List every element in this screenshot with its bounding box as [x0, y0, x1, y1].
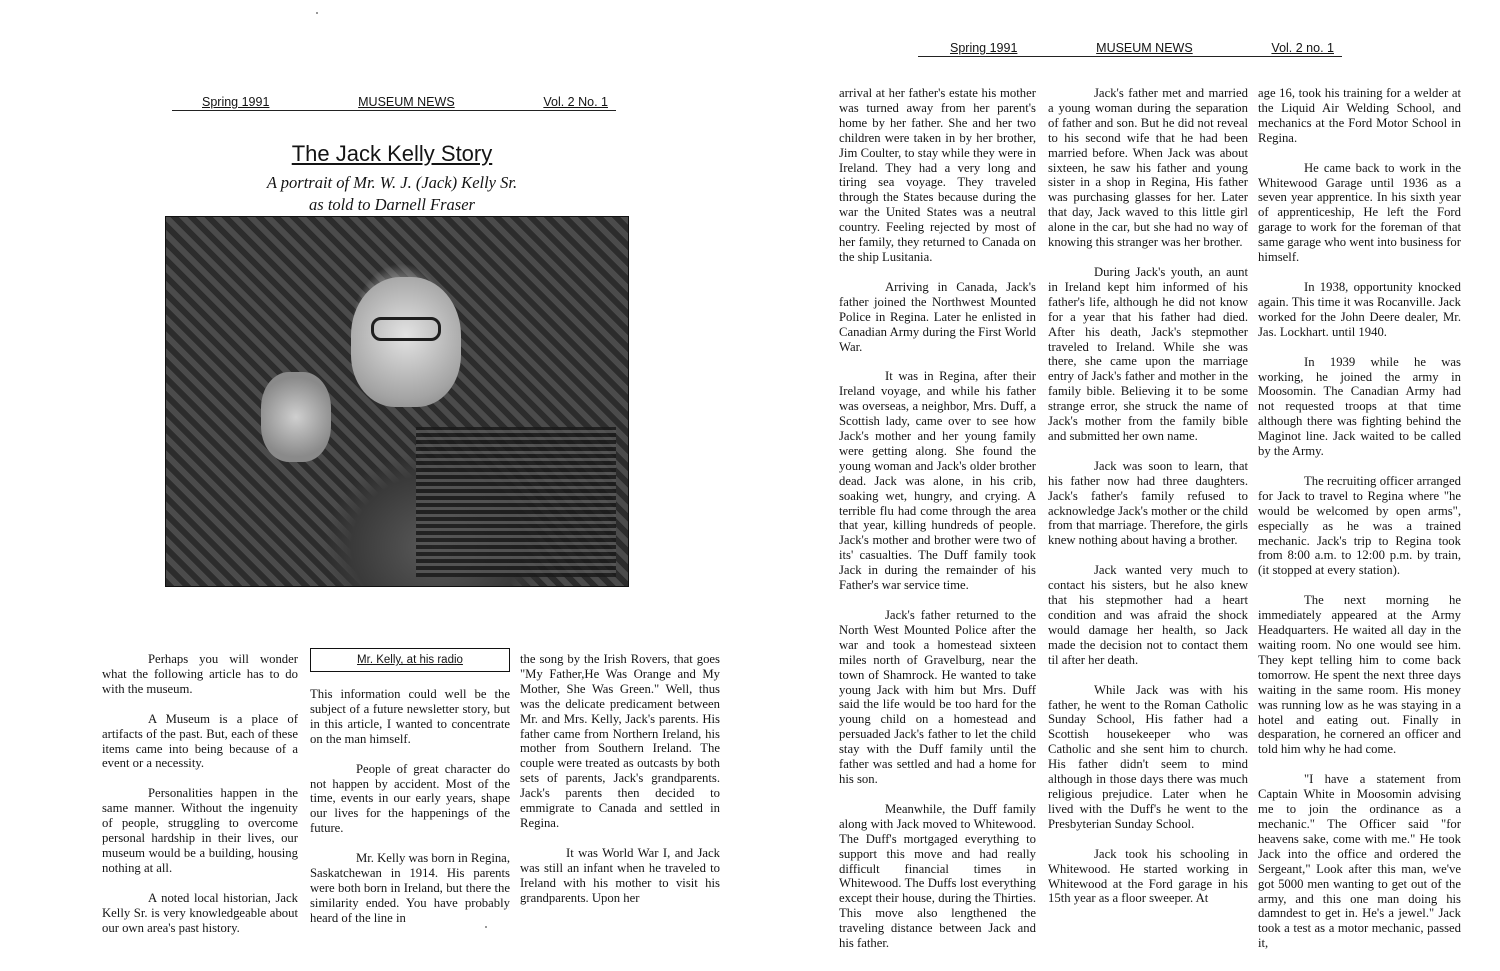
paragraph: the song by the Irish Rovers, that goes "My Father,He Was Orange and My Mother, She Was Green." Well, thus was the delicate predicament between Mr. and Mrs. Kelly, Jack's parents. His father came from Northern Ireland, his mother from Southern Ireland. The couple were treated as outcasts by both sets of parents, Jack's grandparents. Jack's parents then decided to emmigrate to Canada and settled in Regina. [520, 652, 720, 830]
left-column-1 [102, 652, 298, 936]
paragraph: A Museum is a place of artifacts of the past. But, each of these items came into being because of a event or a necessity. [102, 711, 298, 771]
masthead-right [918, 41, 1342, 57]
left-column-2 [310, 648, 510, 926]
scan-speck [316, 12, 318, 14]
paragraph: Jack wanted very much to contact his sisters, but he also knew that his stepmother had a heart condition and was afraid the shock would damage her health, so Jack made the decision not to contact them til after her death. [1048, 563, 1248, 667]
masthead-volume: Vol. 2 No. 1 [543, 95, 608, 109]
paragraph: A noted local historian, Jack Kelly Sr. is very knowledgeable about our own area's past history. [102, 890, 298, 935]
paragraph: Jack's father met and married a young woman during the separation of father and son. But he did not reveal to his second wife that he had been married before. When Jack was about sixteen, he saw his father and young sister in a shop in Regina, His father was purchasing glasses for her. Later that day, Jack waved to this little girl alone in the car, but she had no way of knowing this stranger was her brother. [1048, 86, 1248, 250]
photo-glasses [371, 317, 441, 341]
paragraph: During Jack's youth, an aunt in Ireland kept him informed of his father's life, although he did not know for a year that his father had died. After his death, Jack's stepmother traveled to Ireland. While she was there, she came upon the marriage entry of Jack's father and mother in the family bible. Believing it to be some strange error, she struck the name of Jack's mother from the family bible and submitted her own name. [1048, 264, 1248, 443]
left-column-3 [520, 652, 720, 906]
paragraph: It was in Regina, after their Ireland voyage, and while his father was overseas, a neighbor, Mrs. Duff, a Scottish lady, came over to see how Jack's mother and her young family were getting along. She found the young woman and Jack's older brother dead. Jack was alone, in his crib, soaking wet, hungry, and crying. A terrible flu had come through the area that year, killing hundreds of people. Jack's mother and brother were two of its' casualties. The Duff family took Jack in during the remainder of his Father's war service time. [839, 369, 1036, 593]
paragraph: Jack took his schooling in Whitewood. He started working in Whitewood at the Ford garage in his 15th year as a floor sweeper. At [1048, 846, 1248, 906]
paragraph: Arriving in Canada, Jack's father joined the Northwest Mounted Police in Regina. Later he enlisted in Canadian Army during the First World War. [839, 279, 1036, 354]
paragraph: This information could well be the subject of a future newsletter story, but in this article, I wanted to concentrate on the man himself. [310, 687, 510, 746]
masthead-season: Spring 1991 [950, 41, 1018, 55]
right-page [750, 0, 1500, 971]
portrait-photo [165, 216, 629, 587]
right-column-2 [1048, 86, 1248, 906]
paragraph: In 1938, opportunity knocked again. This time it was Rocanville. Jack worked for the John Deere dealer, Mr. Jas. Lockhart. until 1940. [1258, 279, 1461, 339]
scan-speck [485, 926, 487, 928]
paragraph: The next morning he immediately appeared at the Army Headquarters. He waited all day in the waiting room. No one would see him. They kept telling him to come back tomorrow. He spent the next three days waiting in the same room. His money was running low as he was staying in a hotel and eating out. Finally in desparation, he cornered an officer and told him why he had come. [1258, 593, 1461, 757]
story-byline: as told to Darnell Fraser [309, 195, 475, 214]
paragraph: Jack's father returned to the North West Mounted Police after the war and took a homestead sixteen miles north of Gravelburg, near the town of Shamrock. He wanted to take young Jack with him but Mrs. Duff said the life would be too hard for the young child on a homestead and persuaded Jack's father to let the child stay with the Duff family until the father was settled and had a home for his son. [839, 608, 1036, 786]
right-column-1 [839, 86, 1036, 951]
paragraph: While Jack was with his father, he went to the Roman Catholic Sunday School, His father had a Scottish housekeeper who was Catholic and she sent him to church. His father didn't seem to mind although in those days there was much religious prejudice. Later when he lived with the Duff's he went to the Presbyterian Sunday School. [1048, 682, 1248, 831]
story-title: The Jack Kelly Story [291, 141, 493, 166]
paragraph: The recruiting officer arranged for Jack to travel to Regina where "he would be welcomed by open arms", especially as he was a trained mechanic. Jack's trip to Regina took from 8:00 a.m. to 12:00 p.m. by train, (it stopped at every station). [1258, 473, 1461, 578]
photo-hand-microphone [261, 372, 331, 462]
right-column-3 [1258, 86, 1461, 951]
story-subtitle: A portrait of Mr. W. J. (Jack) Kelly Sr. [266, 173, 518, 192]
paragraph: Meanwhile, the Duff family along with Jack moved to Whitewood. The Duff's mortgaged everything to support this move and had really difficult financial times in Whitewood. The Duffs lost everything except their house, during the Thirties. This move also lengthened the traveling distance between Jack and his father. [839, 801, 1036, 951]
photo-radio-equipment [416, 427, 616, 577]
paragraph: He came back to work in the Whitewood Garage until 1936 as a seven year apprentice. In his sixth year of apprenticeship, He left the Ford garage to work for the foreman of that same garage who went into business for himself. [1258, 160, 1461, 265]
paragraph: People of great character do not happen by accident. Most of the time, events in our early years, shape our lives for the happenings of the future. [310, 761, 510, 836]
photo-caption: Mr. Kelly, at his radio [357, 654, 463, 666]
masthead-title: MUSEUM NEWS [1096, 41, 1193, 55]
masthead-season: Spring 1991 [202, 95, 270, 109]
paragraph: age 16, took his training for a welder at the Liquid Air Welding School, and mechanics at the Ford Motor School in Regina. [1258, 86, 1461, 145]
photo-face [351, 277, 461, 407]
paragraph: In 1939 while he was working, he joined the army in Moosomin. The Canadian Army had not requested troops at that time although there was fighting behind the Maginot line. Jack waited to be called by the Army. [1258, 354, 1461, 459]
paragraph: Jack was soon to learn, that his father now had three daughters. Jack's father's family refused to acknowledge Jack's mother or the child from that marriage. Therefore, the girls knew nothing about having a brother. [1048, 458, 1248, 548]
paragraph: Personalities happen in the same manner. Without the ingenuity of people, struggling to overcome personal hardship in their lives, our museum would be a building, housing nothing at all. [102, 786, 298, 875]
masthead-left [172, 95, 616, 111]
paragraph: It was World War I, and Jack was still an infant when he traveled to Ireland with his mother to visit his grandparents. Upon her [520, 845, 720, 905]
masthead-volume: Vol. 2 no. 1 [1271, 41, 1334, 55]
photo-caption-box [310, 648, 510, 672]
masthead-title: MUSEUM NEWS [358, 95, 455, 109]
paragraph: "I have a statement from Captain White in Moosomin advising me to join the ordinance as a mechanic." The Officer said "for heavens sake, come with me." He took Jack into the office and ordered the Sergeant," Look after this man, we've got 5000 men wanting to get out of the army, and this one man doing his damndest to get in. He's a jewel." Jack took a test as a motor mechanic, passed it, [1258, 772, 1461, 951]
paragraph: Perhaps you will wonder what the following article has to do with the museum. [102, 652, 298, 696]
paragraph: arrival at her father's estate his mother was turned away from her parent's home by her father. She and her two children were taken in by her brother, Jim Coulter, to stay while they were in Ireland. They had a very long and tiring sea voyage. They traveled through the States because during the war the United States was a neutral country. Feeling rejected by most of her family, they returned to Canada on the ship Lusitania. [839, 86, 1036, 264]
paragraph: Mr. Kelly was born in Regina, Saskatchewan in 1914. His parents were both born in Ireland, but there the similarity ended. You have probably heard of the line in [310, 851, 510, 925]
